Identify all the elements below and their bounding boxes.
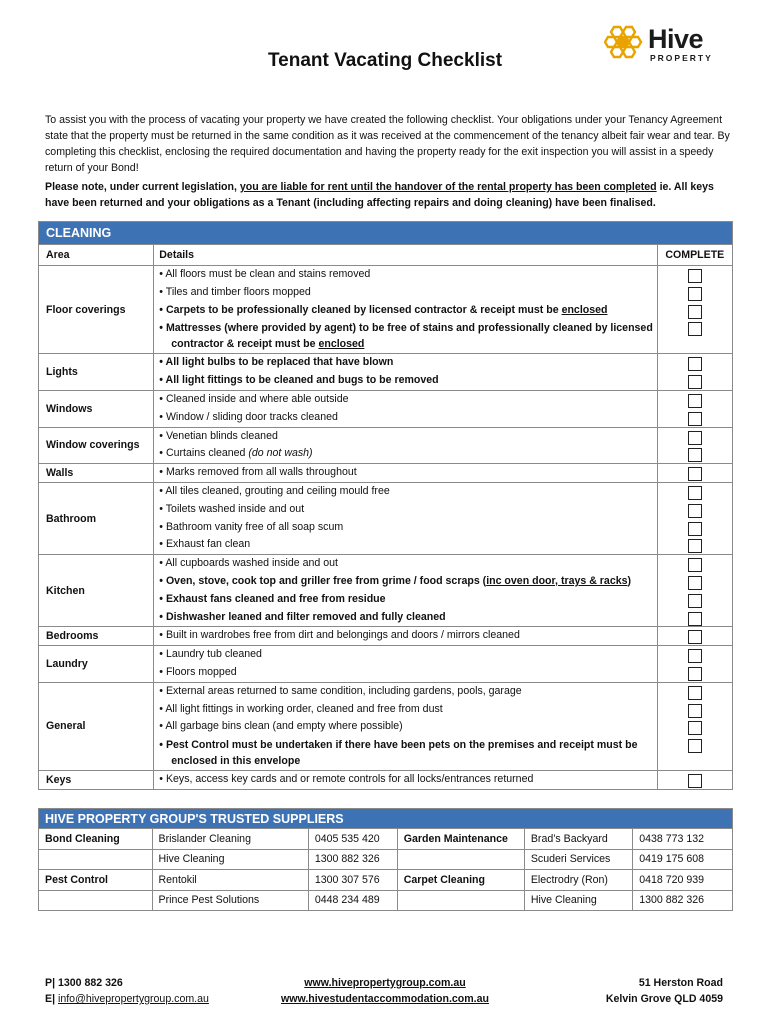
complete-checkbox[interactable] — [688, 576, 702, 590]
header-complete: COMPLETE — [657, 245, 732, 266]
complete-checkbox[interactable] — [688, 504, 702, 518]
complete-checkbox[interactable] — [688, 594, 702, 608]
logo-subtitle: PROPERTY — [650, 53, 713, 63]
item-text: Bathroom vanity free of all soap scum — [165, 520, 344, 533]
item-text: Venetian blinds cleaned — [165, 429, 278, 442]
item-text: Marks removed from all walls throughout — [165, 466, 357, 479]
complete-checkbox[interactable] — [688, 431, 702, 445]
area-label: Bedrooms — [39, 627, 154, 646]
address-line-2: Kelvin Grove QLD 4059 — [605, 993, 723, 1005]
item-text: Tiles and timber floors mopped — [165, 285, 311, 298]
supplier-row — [39, 829, 733, 850]
details-cell — [154, 464, 657, 483]
item-text: All light fittings to be cleaned and bugs to be removed — [165, 374, 439, 387]
checklist-item — [159, 501, 656, 519]
item-text: Dishwasher leaned and filter removed and fully cleaned — [165, 610, 446, 623]
bullet-icon: • — [159, 410, 166, 423]
item-text-suffix: ) — [627, 574, 632, 587]
checklist-item — [159, 555, 656, 573]
bullet-icon: • — [159, 447, 166, 460]
supplier-row — [39, 870, 733, 891]
supplier-category — [397, 890, 524, 911]
item-text: Laundry tub cleaned — [165, 648, 262, 661]
checklist-row — [39, 427, 733, 464]
checklist-item — [159, 718, 656, 736]
supplier-name: Brad’s Backyard — [524, 829, 632, 850]
bullet-icon: • — [159, 429, 166, 442]
area-label: Walls — [39, 464, 154, 483]
item-text: External areas returned to same condition, including gardens, pools, garage — [165, 684, 522, 697]
checklist-row — [39, 482, 733, 554]
supplier-phone: 0405 535 420 — [308, 829, 397, 850]
complete-cell — [657, 390, 732, 427]
details-cell — [154, 771, 657, 790]
item-text: All cupboards washed inside and out — [165, 557, 338, 570]
complete-checkbox[interactable] — [688, 357, 702, 371]
item-underlined-text: inc oven door, trays & racks — [486, 574, 628, 587]
item-italic-text: (do not wash) — [248, 447, 313, 460]
checklist-item — [159, 701, 656, 719]
complete-checkbox[interactable] — [688, 269, 702, 283]
details-cell — [154, 354, 657, 391]
bullet-icon: • — [159, 629, 166, 642]
complete-checkbox[interactable] — [688, 539, 702, 553]
checklist-row — [39, 646, 733, 683]
supplier-name: Brislander Cleaning — [152, 829, 308, 850]
notice-post: ie. All keys have been returned and your obligations as a Tenant (including affecting repairs and doing cleaning) have been finalised. — [45, 181, 714, 209]
item-text: Keys, access key cards and or remote controls for all locks/entrances returned — [165, 773, 534, 786]
supplier-category: Carpet Cleaning — [397, 870, 524, 891]
supplier-phone: 0418 720 939 — [633, 870, 733, 891]
item-text: Exhaust fan clean — [165, 538, 251, 551]
complete-checkbox[interactable] — [688, 522, 702, 536]
item-text: All light bulbs to be replaced that have blown — [165, 356, 394, 369]
item-text: Built in wardrobes free from dirt and belongings and doors / mirrors cleaned — [165, 629, 520, 642]
checklist-item — [159, 445, 656, 463]
details-cell — [154, 482, 657, 554]
checklist-row — [39, 390, 733, 427]
supplier-row — [39, 890, 733, 911]
supplier-category: Garden Maintenance — [397, 829, 524, 850]
details-cell — [154, 427, 657, 464]
bullet-icon: • — [159, 303, 166, 316]
checklist-row — [39, 627, 733, 646]
checklist-item — [159, 372, 656, 390]
checklist-item — [159, 664, 656, 682]
supplier-name: Scuderi Services — [524, 849, 632, 870]
checklist-item — [159, 483, 656, 501]
details-cell — [154, 682, 657, 770]
bullet-icon: • — [159, 538, 166, 551]
complete-checkbox[interactable] — [688, 287, 702, 301]
supplier-phone: 0448 234 489 — [308, 890, 397, 911]
complete-cell — [657, 646, 732, 683]
checklist-item — [159, 736, 656, 770]
bullet-icon: • — [159, 322, 166, 335]
bullet-icon: • — [159, 356, 166, 369]
supplier-category: Pest Control — [39, 870, 153, 891]
item-text: Toilets washed inside and out — [165, 502, 305, 515]
supplier-category — [39, 890, 153, 911]
checklist-item — [159, 409, 656, 427]
area-label: Lights — [39, 354, 154, 391]
supplier-phone: 0438 773 132 — [633, 829, 733, 850]
item-text: All garbage bins clean (and empty where possible) — [165, 720, 403, 733]
complete-checkbox[interactable] — [688, 667, 702, 681]
website-link-2[interactable]: www.hivestudentaccommodation.com.au — [281, 993, 489, 1005]
checklist-item — [159, 536, 656, 554]
area-label: Bathroom — [39, 482, 154, 554]
item-text: Pest Control must be undertaken if there have been pets on the premises and receipt must be enclosed in this envelope — [165, 739, 638, 768]
complete-cell — [657, 682, 732, 770]
item-text: Curtains cleaned — [165, 447, 249, 460]
complete-checkbox[interactable] — [688, 739, 702, 753]
item-text: All floors must be clean and stains removed — [165, 268, 371, 280]
checklist-item — [159, 302, 656, 320]
details-cell — [154, 627, 657, 646]
bullet-icon: • — [159, 520, 166, 533]
website-link-1[interactable]: www.hivepropertygroup.com.au — [304, 977, 466, 989]
item-text: Window / sliding door tracks cleaned — [165, 410, 338, 423]
cleaning-band: CLEANING — [39, 222, 733, 245]
complete-cell — [657, 627, 732, 646]
complete-cell — [657, 771, 732, 790]
supplier-category — [397, 849, 524, 870]
checklist-item — [159, 428, 656, 446]
complete-cell — [657, 427, 732, 464]
checklist-row — [39, 354, 733, 391]
complete-cell — [657, 266, 732, 354]
bullet-icon: • — [159, 684, 166, 697]
complete-checkbox[interactable] — [688, 394, 702, 408]
header-details: Details — [154, 245, 657, 266]
area-label: Windows — [39, 390, 154, 427]
complete-checkbox[interactable] — [688, 721, 702, 735]
item-underlined-text: enclosed — [561, 303, 608, 316]
item-text: Exhaust fans cleaned and free from residue — [165, 592, 386, 605]
checklist-item — [159, 609, 656, 627]
complete-cell — [657, 354, 732, 391]
checklist-item — [159, 683, 656, 701]
supplier-row — [39, 849, 733, 870]
checklist-item — [159, 771, 656, 789]
checklist-item — [159, 464, 656, 482]
item-text: Floors mopped — [165, 665, 237, 678]
supplier-phone: 1300 882 326 — [308, 849, 397, 870]
complete-cell — [657, 555, 732, 627]
details-cell — [154, 555, 657, 627]
bullet-icon: • — [159, 592, 166, 605]
complete-checkbox[interactable] — [688, 467, 702, 481]
bullet-icon: • — [159, 720, 166, 733]
item-text: Mattresses (where provided by agent) to be free of stains and professionally cleaned by licensed contractor & receipt must be — [165, 322, 653, 351]
bullet-icon: • — [159, 773, 166, 786]
complete-checkbox[interactable] — [688, 486, 702, 500]
bullet-icon: • — [159, 702, 166, 715]
complete-checkbox[interactable] — [688, 412, 702, 426]
checklist-item — [159, 519, 656, 537]
checklist-item — [159, 646, 656, 664]
area-label: Laundry — [39, 646, 154, 683]
suppliers-band: HIVE PROPERTY GROUP'S TRUSTED SUPPLIERS — [39, 809, 733, 829]
supplier-phone: 1300 882 326 — [633, 890, 733, 911]
notice-pre: Please note, under current legislation, — [45, 181, 240, 193]
bullet-icon: • — [159, 648, 166, 661]
item-text: Carpets to be professionally cleaned by licensed contractor & receipt must be — [165, 303, 562, 316]
area-label: Keys — [39, 771, 154, 790]
checklist-row — [39, 266, 733, 354]
checklist-row — [39, 555, 733, 627]
checklist-item — [159, 284, 656, 302]
bullet-icon: • — [159, 484, 166, 497]
complete-cell — [657, 464, 732, 483]
bullet-icon: • — [159, 574, 166, 587]
bullet-icon: • — [159, 502, 166, 515]
bullet-icon: • — [159, 392, 166, 405]
supplier-name: Electrodry (Ron) — [524, 870, 632, 891]
legislation-notice — [45, 179, 735, 211]
complete-checkbox[interactable] — [688, 704, 702, 718]
bullet-icon: • — [159, 285, 166, 298]
item-underlined-text: enclosed — [318, 338, 365, 351]
complete-checkbox[interactable] — [688, 630, 702, 644]
email-label: E| — [45, 993, 56, 1005]
suppliers-table — [38, 808, 733, 911]
email-link[interactable]: info@hivepropertygroup.com.au — [57, 993, 209, 1005]
item-text: All tiles cleaned, grouting and ceiling mould free — [165, 484, 390, 497]
bullet-icon: • — [159, 268, 166, 280]
complete-checkbox[interactable] — [688, 448, 702, 462]
complete-checkbox[interactable] — [688, 558, 702, 572]
supplier-name: Prince Pest Solutions — [152, 890, 308, 911]
supplier-name: Hive Cleaning — [152, 849, 308, 870]
complete-checkbox[interactable] — [688, 375, 702, 389]
area-label: Floor coverings — [39, 266, 154, 354]
footer-address — [606, 975, 723, 1007]
area-label: General — [39, 682, 154, 770]
complete-checkbox[interactable] — [688, 305, 702, 319]
cleaning-checklist-table — [38, 221, 733, 790]
details-cell — [154, 266, 657, 354]
checklist-row — [39, 464, 733, 483]
bullet-icon: • — [159, 739, 166, 752]
complete-checkbox[interactable] — [688, 612, 702, 626]
item-text: Oven, stove, cook top and griller free from grime / food scraps ( — [165, 574, 487, 587]
details-cell — [154, 390, 657, 427]
item-text: All light fittings in working order, cleaned and free from dust — [165, 702, 443, 715]
bullet-icon: • — [159, 557, 166, 570]
bullet-icon: • — [159, 610, 166, 623]
supplier-name: Rentokil — [152, 870, 308, 891]
notice-underlined: you are liable for rent until the handover of the rental property has been completed — [239, 181, 657, 193]
checklist-item — [159, 354, 656, 372]
page-title: Tenant Vacating Checklist — [267, 50, 503, 71]
checklist-row — [39, 682, 733, 770]
complete-cell — [657, 482, 732, 554]
address-line-1: 51 Herston Road — [638, 977, 723, 989]
checklist-row — [39, 771, 733, 790]
supplier-category — [39, 849, 153, 870]
complete-checkbox[interactable] — [688, 686, 702, 700]
complete-checkbox[interactable] — [688, 649, 702, 663]
phone-number[interactable]: 1300 882 326 — [57, 977, 123, 989]
details-cell — [154, 646, 657, 683]
logo-word: Hive — [648, 24, 704, 54]
checklist-item — [159, 573, 656, 591]
complete-checkbox[interactable] — [688, 774, 702, 788]
supplier-category: Bond Cleaning — [39, 829, 153, 850]
intro-paragraph: To assist you with the process of vacating your property we have created the following checklist. Your obligations under your Tenancy Agreement state that the property must be returned in the same condition as it was received at the commencement of the tenancy albeit fair wear and tear. By completing this checklist, enclosing the required documentation and having the property ready for the exit inspection you will assist in a speedy return of your Bond! — [45, 114, 730, 174]
supplier-phone: 0419 175 608 — [633, 849, 733, 870]
bullet-icon: • — [159, 466, 166, 479]
area-label: Kitchen — [39, 555, 154, 627]
checklist-item — [159, 319, 656, 353]
checklist-item — [159, 591, 656, 609]
supplier-phone: 1300 307 576 — [308, 870, 397, 891]
supplier-name: Hive Cleaning — [524, 890, 632, 911]
checklist-item — [159, 266, 656, 284]
header-area: Area — [39, 245, 154, 266]
area-label: Window coverings — [39, 427, 154, 464]
checklist-item — [159, 391, 656, 409]
checklist-item — [159, 627, 656, 645]
phone-label: P| — [45, 977, 56, 989]
item-text: Cleaned inside and where able outside — [165, 392, 349, 405]
bullet-icon: • — [159, 665, 166, 678]
complete-checkbox[interactable] — [688, 322, 702, 336]
bullet-icon: • — [159, 374, 166, 387]
